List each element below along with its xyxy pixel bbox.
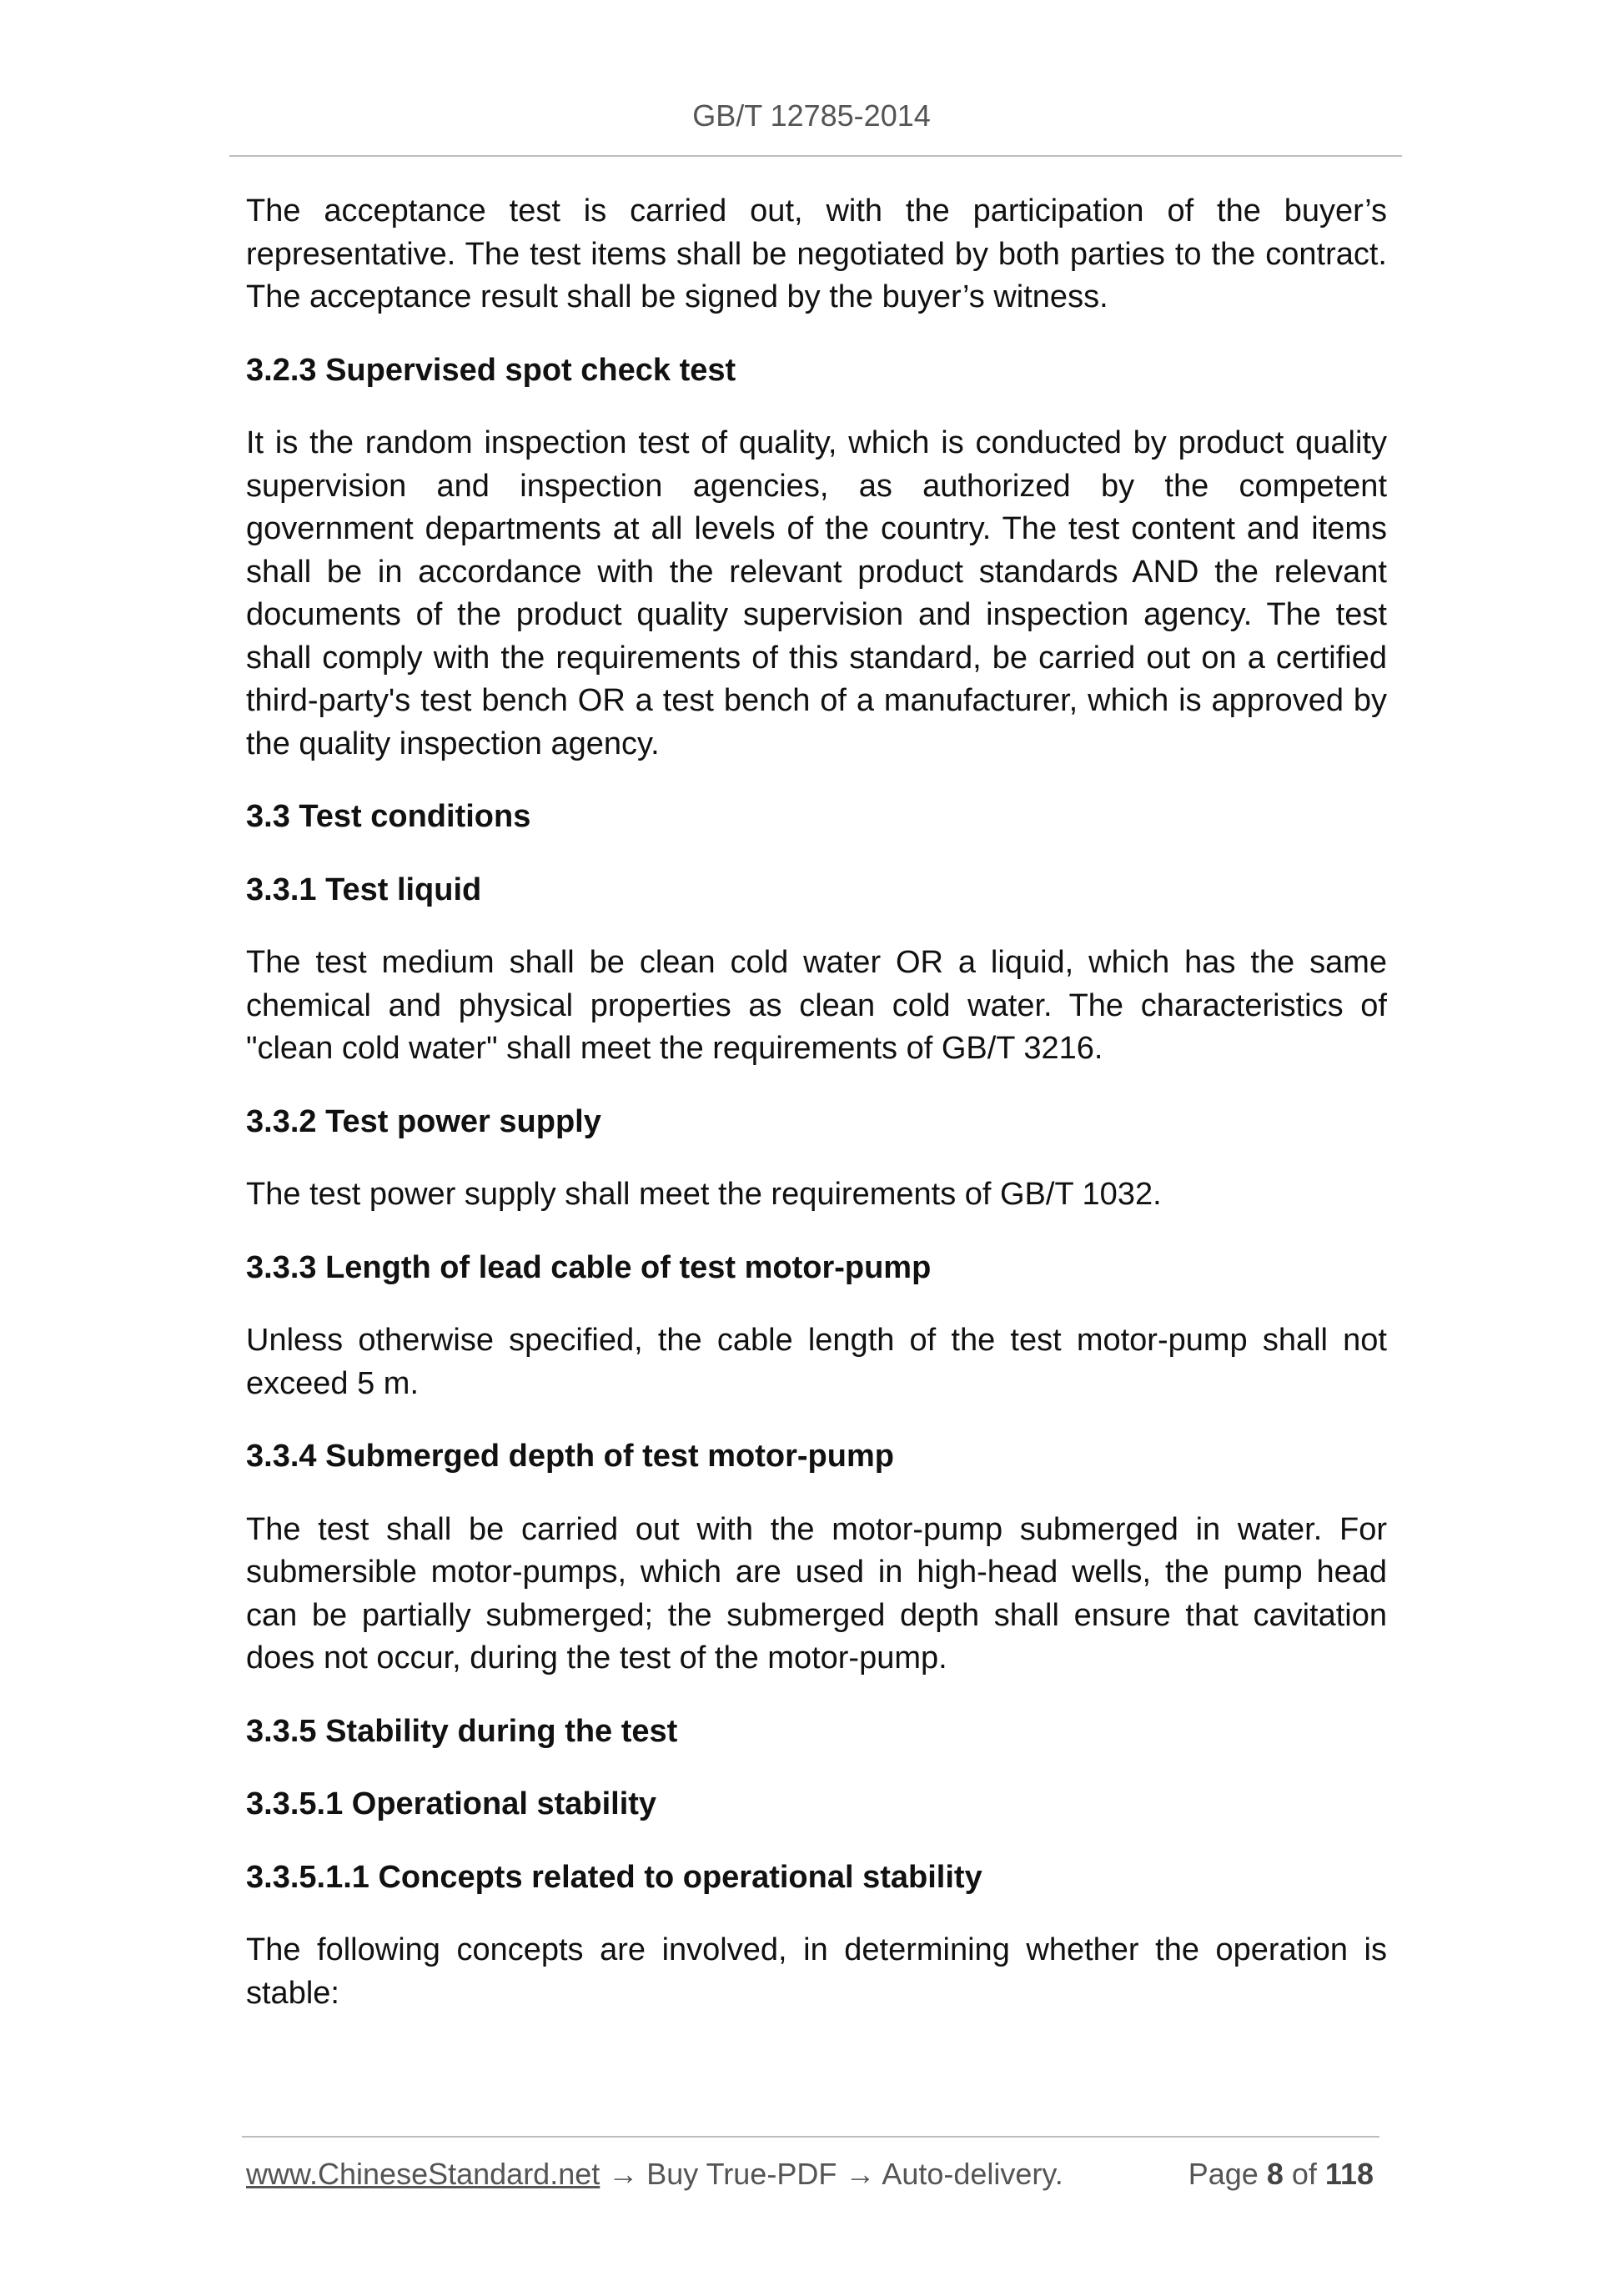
footer-promo-text: → Buy True-PDF → Auto-delivery. xyxy=(600,2157,1063,2191)
paragraph-test-liquid: The test medium shall be clean cold water OR a liquid, which has the same chemical and physical properties as clean cold water. The characteristics of "clean cold water" shall meet the requirements of GB/T 3216. xyxy=(246,945,1387,1066)
paragraph-cable-length: Unless otherwise specified, the cable length of the test motor-pump shall not exceed 5 m. xyxy=(246,1323,1387,1401)
heading-3-3: 3.3 Test conditions xyxy=(246,799,531,834)
page-label: Page xyxy=(1188,2157,1259,2191)
footer-left xyxy=(246,2157,1063,2192)
page-total: 118 xyxy=(1324,2157,1374,2191)
heading-3-3-1: 3.3.1 Test liquid xyxy=(246,872,482,907)
page-indicator xyxy=(1188,2157,1374,2192)
footer-divider xyxy=(242,2136,1379,2138)
of-label: of xyxy=(1291,2157,1317,2191)
page-header-title: GB/T 12785-2014 xyxy=(692,98,931,133)
heading-3-2-3: 3.2.3 Supervised spot check test xyxy=(246,352,736,388)
heading-3-3-5-1-1: 3.3.5.1.1 Concepts related to operational stability xyxy=(246,1859,982,1895)
paragraph-power-supply: The test power supply shall meet the requirements of GB/T 1032. xyxy=(246,1177,1162,1212)
paragraph-spot-check: It is the random inspection test of quality, which is conducted by product quality supervision and inspection agencies, as authorized by the competent government departments at all levels of the country. The test content and items shall be in accordance with the relevant product standards AND the relevant documents of the product quality supervision and inspection agency. The test shall comply with the requirements of this standard, be carried out on a certified third-party's test bench OR a test bench of a manufacturer, which is approved by the quality inspection agency. xyxy=(246,425,1387,761)
header-divider xyxy=(229,155,1402,157)
heading-3-3-3: 3.3.3 Length of lead cable of test motor-pump xyxy=(246,1249,932,1285)
heading-3-3-2: 3.3.2 Test power supply xyxy=(246,1103,601,1139)
website-link[interactable]: www.ChineseStandard.net xyxy=(246,2157,600,2191)
paragraph-acceptance-test: The acceptance test is carried out, with the participation of the buyer’s representative. The test items shall be negotiated by both parties to the contract. The acceptance result shall be signed by the buyer’s witness. xyxy=(246,193,1387,314)
heading-3-3-5: 3.3.5 Stability during the test xyxy=(246,1713,678,1749)
paragraph-submerged-depth: The test shall be carried out with the motor-pump submerged in water. For submersible motor-pumps, which are used in high-head wells, the pump head can be partially submerged; the submerged depth shall ensure that cavitation does not occur, during the test of the motor-pump. xyxy=(246,1511,1387,1676)
heading-3-3-4: 3.3.4 Submerged depth of test motor-pump xyxy=(246,1439,894,1474)
document-body xyxy=(246,190,1387,2045)
page-number: 8 xyxy=(1266,2157,1284,2191)
heading-3-3-5-1: 3.3.5.1 Operational stability xyxy=(246,1786,657,1821)
paragraph-stability-concepts: The following concepts are involved, in determining whether the operation is stable: xyxy=(246,1932,1387,2011)
